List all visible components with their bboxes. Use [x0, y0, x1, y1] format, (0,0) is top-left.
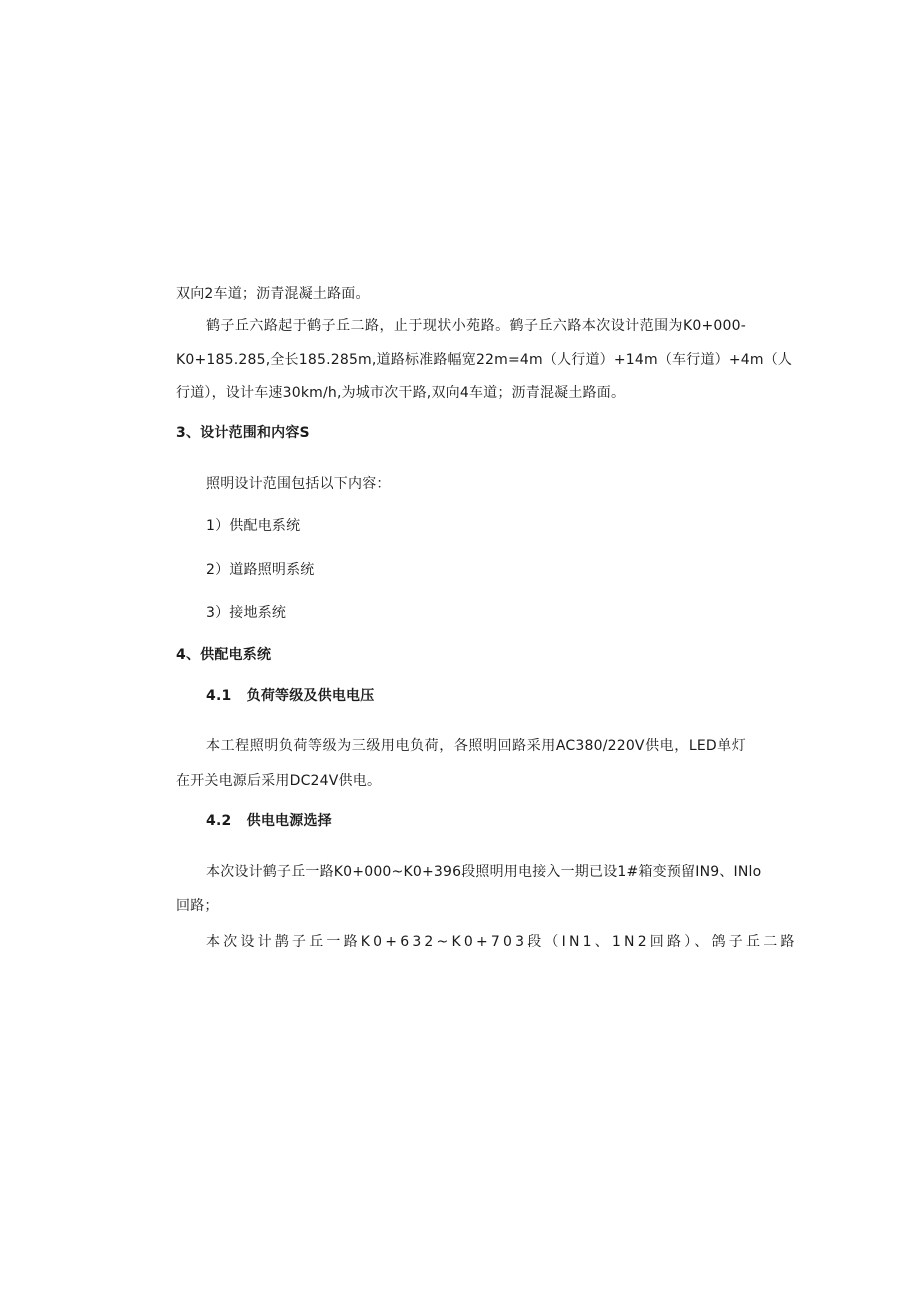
- subsection-title: 负荷等级及供电电压: [246, 688, 375, 704]
- section-intro: 照明设计范围包括以下内容：: [206, 476, 391, 492]
- subsection-heading: [206, 811, 332, 831]
- list-item: 1）供配电系统: [206, 518, 301, 534]
- paragraph-line: 在开关电源后采用DC24V供电。: [176, 773, 382, 789]
- section-heading: 4、供配电系统: [176, 647, 272, 663]
- paragraph-line: 回路；: [176, 898, 219, 914]
- section-heading: 3、设计范围和内容S: [176, 425, 310, 441]
- list-item: 3）接地系统: [206, 605, 287, 621]
- subsection-number: 4.1: [206, 688, 232, 704]
- subsection-heading: [206, 686, 374, 706]
- list-item: 2）道路照明系统: [206, 562, 315, 578]
- paragraph-line: 双向2车道；沥青混凝土路面。: [176, 286, 370, 302]
- paragraph-line: 本工程照明负荷等级为三级用电负荷，各照明回路采用AC380/220V供电，LED单灯: [206, 738, 746, 754]
- subsection-number: 4.2: [206, 813, 232, 829]
- paragraph-line: 本次设计鹤子丘一路K0+000~K0+396段照明用电接入一期已设1#箱变预留IN9、INlo: [206, 864, 762, 880]
- paragraph-line: 本次设计鹊子丘一路K0+632~K0+703段（IN1、1N2回路）、鸽子丘二路: [206, 934, 798, 950]
- paragraph-line: 鹤子丘六路起于鹤子丘二路，止于现状小苑路。鹤子丘六路本次设计范围为K0+000-: [206, 318, 746, 334]
- subsection-title: 供电电源选择: [246, 813, 332, 829]
- paragraph-line: K0+185.285,全长185.285m,道路标准路幅宽22m=4m（人行道）+14m（车行道）+4m（人: [176, 352, 793, 368]
- paragraph-line: 行道），设计车速30km∕h,为城市次干路,双向4车道；沥青混凝土路面。: [176, 385, 626, 401]
